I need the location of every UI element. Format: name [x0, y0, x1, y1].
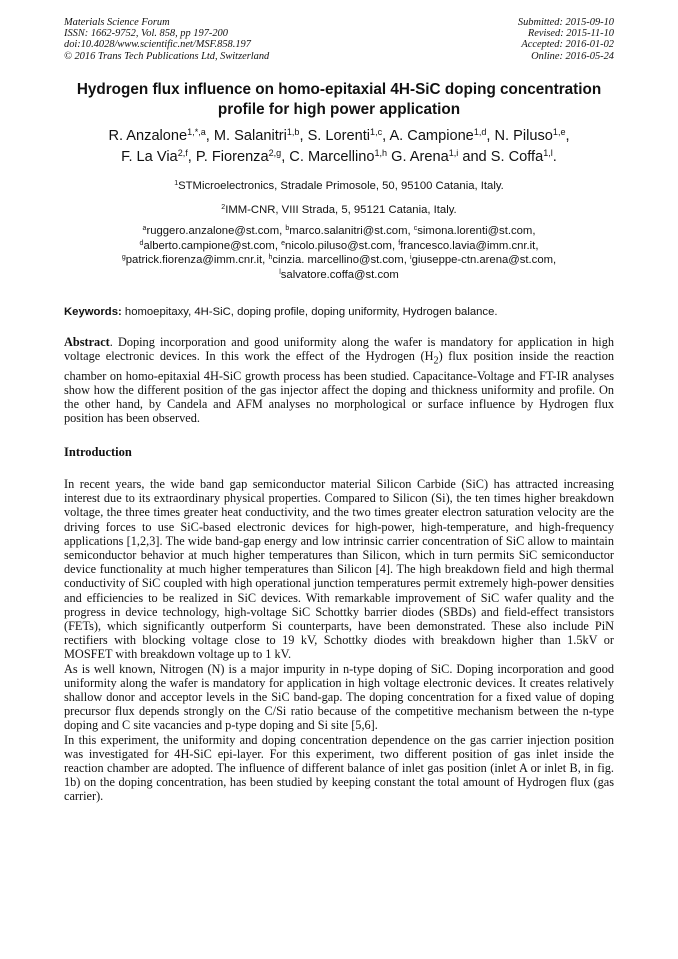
abstract-subscript: 2 — [433, 355, 439, 367]
abstract-paragraph — [64, 335, 614, 426]
affil-number: 1 — [174, 180, 179, 188]
affil-text: STMicroelectronics, Stradale Primosole, 50, 95100 Catania, Italy. — [178, 180, 504, 192]
author-name: S. Coffa — [490, 149, 544, 165]
email-address[interactable]: giuseppe-ctn.arena@st.com, — [411, 254, 557, 266]
email-address[interactable]: patrick.fiorenza@imm.cnr.it, — [125, 254, 266, 266]
email-line-1 — [50, 224, 628, 239]
author-list — [20, 126, 658, 168]
author-line-2: F. La Via$^{2,f}$, P. Fiorenza$^{2,g}$, C. Marcellino$^{1,h}$ G. Arena$^{1,i}$ and S. Coffa$^{1,l}$. — [121, 148, 557, 165]
email-address[interactable]: salvatore.coffa@st.com — [280, 268, 399, 281]
affil-number: 2 — [221, 204, 226, 212]
author-name: A. Campione — [389, 128, 474, 144]
introduction-body — [64, 477, 614, 804]
author-affil-mark: 1,d — [473, 127, 487, 138]
email-mark: l — [279, 268, 281, 276]
author-name: N. Piluso — [494, 128, 553, 144]
email-address[interactable]: nicolo.piluso@st.com, — [285, 239, 396, 252]
keywords-text: homoepitaxy, 4H-SiC, doping profile, doping uniformity, Hydrogen balance. — [124, 306, 498, 318]
abstract-label: Abstract — [64, 335, 110, 349]
journal-name: Materials Science Forum — [64, 17, 170, 28]
author-affil-mark: 2,f — [177, 148, 188, 159]
email-mark: i — [410, 254, 412, 262]
date-online: Online: 2016-05-24 — [531, 50, 614, 62]
date-submitted: Submitted: 2015-09-10 — [517, 17, 614, 28]
email-mark: h — [268, 254, 273, 262]
email-line-3 — [50, 253, 628, 268]
email-address[interactable]: alberto.campione@st.com, — [143, 239, 278, 252]
author-name: F. La Via — [121, 149, 178, 165]
author-name: S. Lorenti — [307, 128, 371, 144]
date-revised: Revised: 2015-11-10 — [527, 28, 614, 40]
author-line-1: R. Anzalone$^{1,*,a}$, M. Salanitri$^{1,b}$, S. Lorenti$^{1,c}$, A. Campione$^{1,d}$, N. Piluso$^{1,e}$, — [108, 127, 570, 144]
email-list — [50, 224, 628, 282]
email-mark: c — [413, 225, 418, 233]
abstract-text-1: . Doping incorporation and good uniformity along the wafer is mandatory for application in high voltage electronic devices. In this work the effect of the Hydrogen (H — [64, 335, 614, 364]
abstract — [64, 335, 614, 426]
author-conjunction: and — [462, 149, 487, 165]
author-name: G. Arena — [391, 149, 449, 165]
introduction-heading: Introduction — [64, 445, 132, 459]
publication-dates — [518, 17, 614, 62]
author-name: M. Salanitri — [213, 128, 287, 144]
keywords-label: Keywords: — [64, 306, 122, 318]
journal-copyright: © 2016 Trans Tech Publications Ltd, Switzerland — [64, 50, 270, 62]
email-mark: f — [398, 239, 401, 247]
journal-info — [64, 17, 269, 62]
journal-issn: ISSN: 1662-9752, Vol. 858, pp 197-200 — [64, 28, 228, 40]
journal-doi: doi:10.4028/www.scientific.net/MSF.858.197 — [64, 39, 251, 51]
email-mark: e — [281, 239, 286, 247]
author-affil-mark: 1,l — [543, 148, 553, 159]
author-affil-mark: 1,*,a — [187, 127, 206, 138]
author-affil-mark: 1,b — [286, 127, 300, 138]
author-name: P. Fiorenza — [195, 149, 269, 165]
date-accepted: Accepted: 2016-01-02 — [521, 39, 614, 51]
affiliation-2 — [20, 203, 658, 217]
email-address[interactable]: simona.lorenti@st.com, — [417, 225, 536, 237]
author-name: C. Marcellino — [289, 149, 375, 165]
email-address[interactable]: cinzia. marcellino@st.com, — [272, 254, 407, 266]
email-mark: a — [142, 225, 147, 233]
email-line-4 — [50, 268, 628, 283]
title-line-2: profile for high power application — [217, 101, 461, 118]
title-line-1: Hydrogen flux influence on homo-epitaxial 4H-SiC doping concentration — [76, 81, 602, 98]
author-affil-mark: 2,g — [268, 148, 282, 159]
email-mark: b — [285, 225, 290, 233]
paper-title — [40, 80, 638, 120]
email-mark: g — [121, 254, 126, 262]
author-affil-mark: 1,i — [448, 148, 459, 159]
author-affil-mark: 1,h — [374, 148, 388, 159]
author-name: R. Anzalone — [108, 128, 188, 144]
author-affil-mark: 1,e — [552, 127, 566, 138]
author-affil-mark: 1,c — [370, 127, 383, 138]
abstract-text-2: ) flux position inside the reaction chamber on homo-epitaxial 4H-SiC growth process has been studied. Capacitance-Voltage and FT-IR analyses show how the different position of the gas injector affect the doping and thickness uniformity and profile. On the other hand, by Candela and AFM analyses no morphological or surface influence by Hydrogen flux position has been observed. — [64, 349, 614, 426]
intro-paragraph-1: In recent years, the wide band gap semiconductor material Silicon Carbide (SiC) has attracted increasing interest due to its extraordinary physical properties. Compared to Silicon (Si), the ten times higher breakdown voltage, the three times greater heat conductivity, and the two times greater electron saturation velocity are the driving forces to use SiC-based electronic devices for high-power, high-temperature, and high-frequency applications [1,2,3]. The wide band-gap energy and low intrinsic carrier concentration of SiC allow to maintain semiconductor behavior at much higher temperatures than Silicon, which in turn permits SiC semiconductor device functionality at much higher temperatures than Silicon [4]. The high breakdown field and high thermal conductivity of SiC coupled with high operational junction temperatures permit extremely high-power densities and efficiencies to be realized in SiC devices. With remarkable improvement of SiC wafer quality and the progress in device technology, high-voltage SiC Schottky barrier diodes (SBDs) and field-effect transistors (FETs), which significantly outperform Si counterparts, have been demonstrated. These also include PiN rectifiers with blocking voltage close to 19 kV, Schottky diodes with breakdown higher than 1.5kV or MOSFET with breakdown voltage up to 1 kV. — [64, 477, 614, 662]
intro-paragraph-2: As is well known, Nitrogen (N) is a major impurity in n-type doping of SiC. Doping incorporation and good uniformity along the wafer is mandatory for application in high voltage electronic devices. It creates relatively shallow donor and acceptor levels in the SiC band-gap. The doping concentration for a fixed value of doping precursor flux depends strongly on the C/Si ratio because of the competitive mechanism between the n-type doping and C site vacancies and p-type doping and Si site [5,6]. — [64, 661, 614, 733]
intro-paragraph-3: In this experiment, the uniformity and doping concentration dependence on the gas carrier injection position was investigated for 4H-SiC epi-layer. For this experiment, two different position of gas inlet inside the reaction chamber are adopted. The influence of different balance of inlet gas position (inlet A or inlet B, in fig. 1b) on the doping concentration, has been studied by keeping constant the total amount of Hydrogen flux (gas carrier). — [64, 732, 614, 804]
affiliation-1 — [20, 179, 658, 193]
email-address[interactable]: ruggero.anzalone@st.com, — [146, 225, 283, 237]
email-mark: d — [139, 239, 144, 247]
email-line-2 — [50, 239, 628, 254]
email-address[interactable]: marco.salanitri@st.com, — [289, 225, 411, 237]
affil-text: IMM-CNR, VIII Strada, 5, 95121 Catania, Italy. — [225, 204, 457, 216]
email-address[interactable]: francesco.lavia@imm.cnr.it, — [400, 239, 539, 252]
keywords — [64, 305, 614, 319]
